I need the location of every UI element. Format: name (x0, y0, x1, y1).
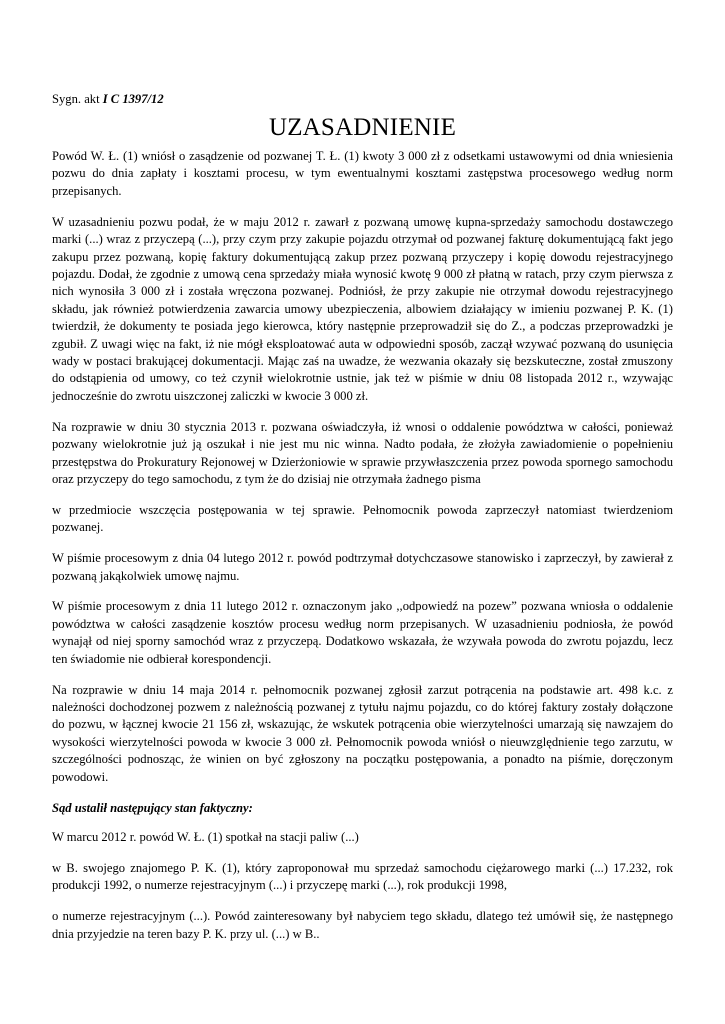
document-title: UZASADNIENIE (268, 114, 457, 141)
facts-paragraph: w B. swojego znajomego P. K. (1), który zaproponował mu sprzedaż samochodu ciężarowego marki (...) 17.232, rok produkcji 1992, o numerze rejestracyjnym (...) i przyczepę marki (...), rok produkcji 1998, (52, 860, 673, 893)
case-number: I C 1397/12 (102, 92, 164, 106)
paragraph-hearing-2013: Na rozprawie w dniu 30 stycznia 2013 r. pozwana oświadczyła, iż wnosi o oddalenie powództwa w całości, ponieważ pozwany wielokrotnie już ją oszukał i nie jest mu nic winna. Nadto podała, że złożyła zawiadomienie o popełnieniu przestępstwa do Prokuratury Rejonowej w Dzierżoniowie w sprawie przywłaszczenia przez powoda spornego samochodu oraz przyczepy do tego samochodu, z tym że do dzisiaj nie otrzymała żadnego pisma (52, 419, 673, 486)
paragraph-pleading-feb-04: W piśmie procesowym z dnia 04 lutego 2012 r. powód podtrzymał dotychczasowe stanowisko i zaprzeczył, by zawierał z pozwaną jakąkolwiek umowę najmu. (52, 551, 673, 583)
paragraph-claim: Powód W. Ł. (1) wniósł o zasądzenie od pozwanej T. Ł. (1) kwoty 3 000 zł z odsetkami ustawowymi od dnia wniesienia pozwu do dnia zapłaty i kosztami procesu, w tym ewentualnymi kosztami zastępstwa procesowego według norm przepisanych. (52, 149, 673, 198)
facts-paragraph: o numerze rejestracyjnym (...). Powód zainteresowany był nabyciem tego składu, dlatego też umówił się, że następnego dnia przyjedzie na teren bazy P. K. przy ul. (...) w B.. (52, 909, 673, 941)
case-prefix: Sygn. akt (52, 92, 103, 106)
paragraph-pleading-feb-11: W piśmie procesowym z dnia 11 lutego 2012 r. oznaczonym jako ,,odpowiedź na pozew” pozwana wniosła o oddalenie powództwa w całości zasądzenie kosztów procesu według norm przepisanych. W uzasadnieniu podniosła, że powód wynajął od niej sporny samochód wraz z przyczepą. Dodatkowo wskazała, że wzywała powoda do zwrotu pojazdu, lecz ten świadomie nie odbierał korespondencji. (52, 599, 673, 666)
paragraph-statement-of-claim: W uzasadnieniu pozwu podał, że w maju 2012 r. zawarł z pozwaną umowę kupna-sprzedaży samochodu dostawczego marki (...) wraz z przyczepą (...), przy czym przy zakupie pojazdu otrzymał od pozwanej fakturę dokumentującą fakt jego zakupu przez pozwaną, kopię faktury dokumentującą zakup przez pozwaną przyczepy i kopię dowodu rejestracyjnego pojazdu. Dodał, że zgodnie z umową cena sprzedaży miała wynosić kwotę 9 000 zł płatną w ratach, przy czym pierwsza z nich wynosiła 3 000 zł i została wręczona pozwanej. Podniósł, że przy zakupie nie otrzymał dowodu rejestracyjnego składu, jak również potwierdzenia zawarcia umowy ubezpieczenia, albowiem działający w imieniu pozwanej P. K. (1) twierdził, że dokumenty te posiada jego kierowca, który następnie przeprowadził się do Z., a podczas przeprowadzki je zgubił. Z uwagi więc na fakt, iż nie mógł eksploatować auta w odpowiedni sposób, zaczął wzywać pozwaną do usunięcia wady w postaci brakującej dokumentacji. Mając zaś na uwadze, że wezwania okazały się bezskuteczne, został zmuszony do odstąpienia od umowy, co też czynił wielokrotnie ustnie, jak też w piśmie w dniu 08 listopada 2012 r., wzywając jednocześnie do zwrotu uiszczonej zaliczki w kwocie 3 000 zł. (52, 214, 673, 403)
case-reference (52, 91, 673, 107)
paragraph-proceedings: w przedmiocie wszczęcia postępowania w tej sprawie. Pełnomocnik powoda zaprzeczył natomiast twierdzeniom pozwanej. (52, 502, 673, 535)
paragraph-hearing-2014: Na rozprawie w dniu 14 maja 2014 r. pełnomocnik pozwanej zgłosił zarzut potrącenia na podstawie art. 498 k.c. z należności dochodzonej pozwem z należnością pozwanej z tytułu najmu pojazdu, co do której faktury zostały dołączone do pozwu, w łącznej kwocie 21 156 zł, wskazując, że wskutek potrącenia obie wierzytelności umarzają się nawzajem do wysokości wierzytelności powoda w kwocie 3 000 zł. Pełnomocnik powoda wniósł o nieuwzględnienie tego zarzutu, w szczególności podnosząc, że winien on być zgłoszony na początku postępowania, a ponadto na piśmie, doręczonym powodowi. (52, 682, 673, 784)
facts-paragraph: W marcu 2012 r. powód W. Ł. (1) spotkał na stacji paliw (...) (52, 829, 359, 844)
section-heading-facts: Sąd ustalił następujący stan faktyczny: (52, 800, 253, 815)
